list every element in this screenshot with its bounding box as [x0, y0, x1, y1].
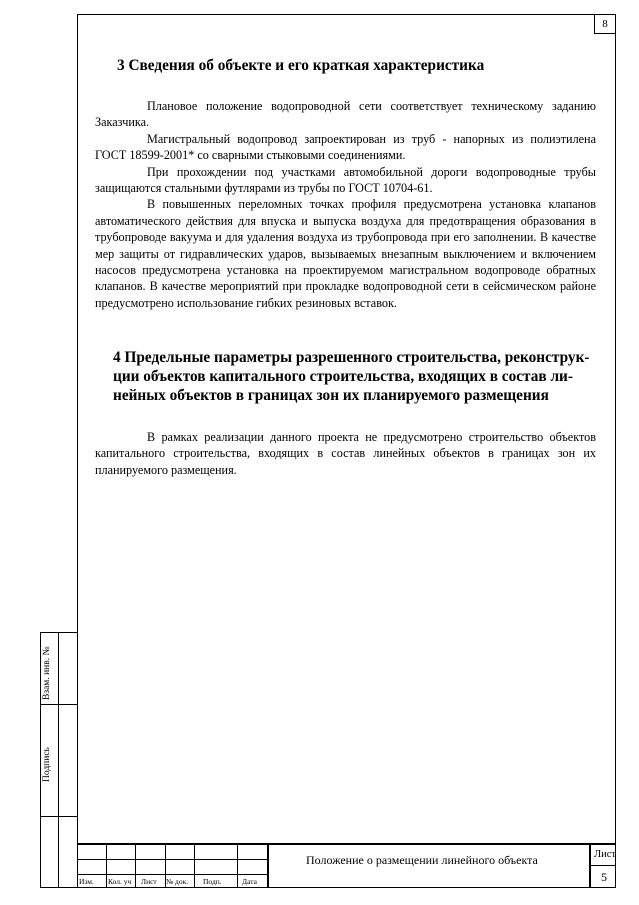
- title-block: [77, 843, 616, 888]
- section-4-body: [95, 429, 596, 478]
- tb-label-podp: Подп.: [203, 877, 222, 886]
- side-stamp-inner: [58, 632, 77, 888]
- paragraph: Плановое положение водопроводной сети соответствует техническому заданию Заказчика.: [95, 99, 596, 130]
- sheet-number: 5: [601, 870, 607, 884]
- paragraph: При прохождении под участками автомобильной дороги водопроводные трубы защищаются стальными футлярами из трубы по ГОСТ 10704-61.: [95, 164, 596, 196]
- tb-label-kol-uch: Кол. уч: [108, 877, 132, 886]
- paragraph: Магистральный водопровод запроектирован из труб - напорных из полиэтилена ГОСТ 18599-2001* со сварными стыковыми соединениями.: [95, 131, 596, 163]
- side-stamp-podpis-label: Подпись: [42, 747, 52, 782]
- section-4-heading: [113, 348, 597, 405]
- document-title: Положение о размещении линейного объекта: [306, 853, 538, 867]
- side-stamp: [40, 632, 77, 888]
- paragraph: В повышенных переломных точках профиля предусмотрена установка клапанов автоматического действия для впуска и выпуска воздуха для предотвращения образования в трубопроводе вакуума и для удаления воздуха из трубопровода при его заполнении. В качестве мер защиты от гидравлических ударов, вызываемых внезапным выключением и включением насосов предусмотрена установка на проектируемом магистральном водопроводе обратных клапанов. В качестве мероприятий при прокладке водопроводной сети в сейсмическом районе предусмотрено использование гибких резиновых вставок.: [95, 197, 596, 310]
- tb-label-doc: № док.: [166, 877, 189, 886]
- tb-label-data: Дата: [242, 877, 257, 886]
- paragraph: В рамках реализации данного проекта не предусмотрено строительство объектов капитального строительства, входящих в состав линейных объектов в границах зон их планируемого размещения.: [95, 430, 596, 477]
- sheet-label: Лист: [594, 849, 616, 860]
- side-stamp-vzam-label: Взам. инв. №: [42, 646, 52, 700]
- section-3-body: [95, 98, 596, 311]
- section-3-heading: 3 Сведения об объекте и его краткая характеристика: [117, 57, 485, 74]
- heading-line: ции объектов капитального строительства, входящих в состав ли-: [113, 368, 573, 385]
- heading-line: 4 Предельные параметры разрешенного строительства, реконструк-: [113, 349, 590, 366]
- heading-line: нейных объектов в границах зон их планируемого размещения: [113, 387, 549, 404]
- tb-label-izm: Изм.: [79, 877, 94, 886]
- top-page-number: 8: [594, 14, 616, 34]
- tb-label-list: Лист: [141, 877, 157, 886]
